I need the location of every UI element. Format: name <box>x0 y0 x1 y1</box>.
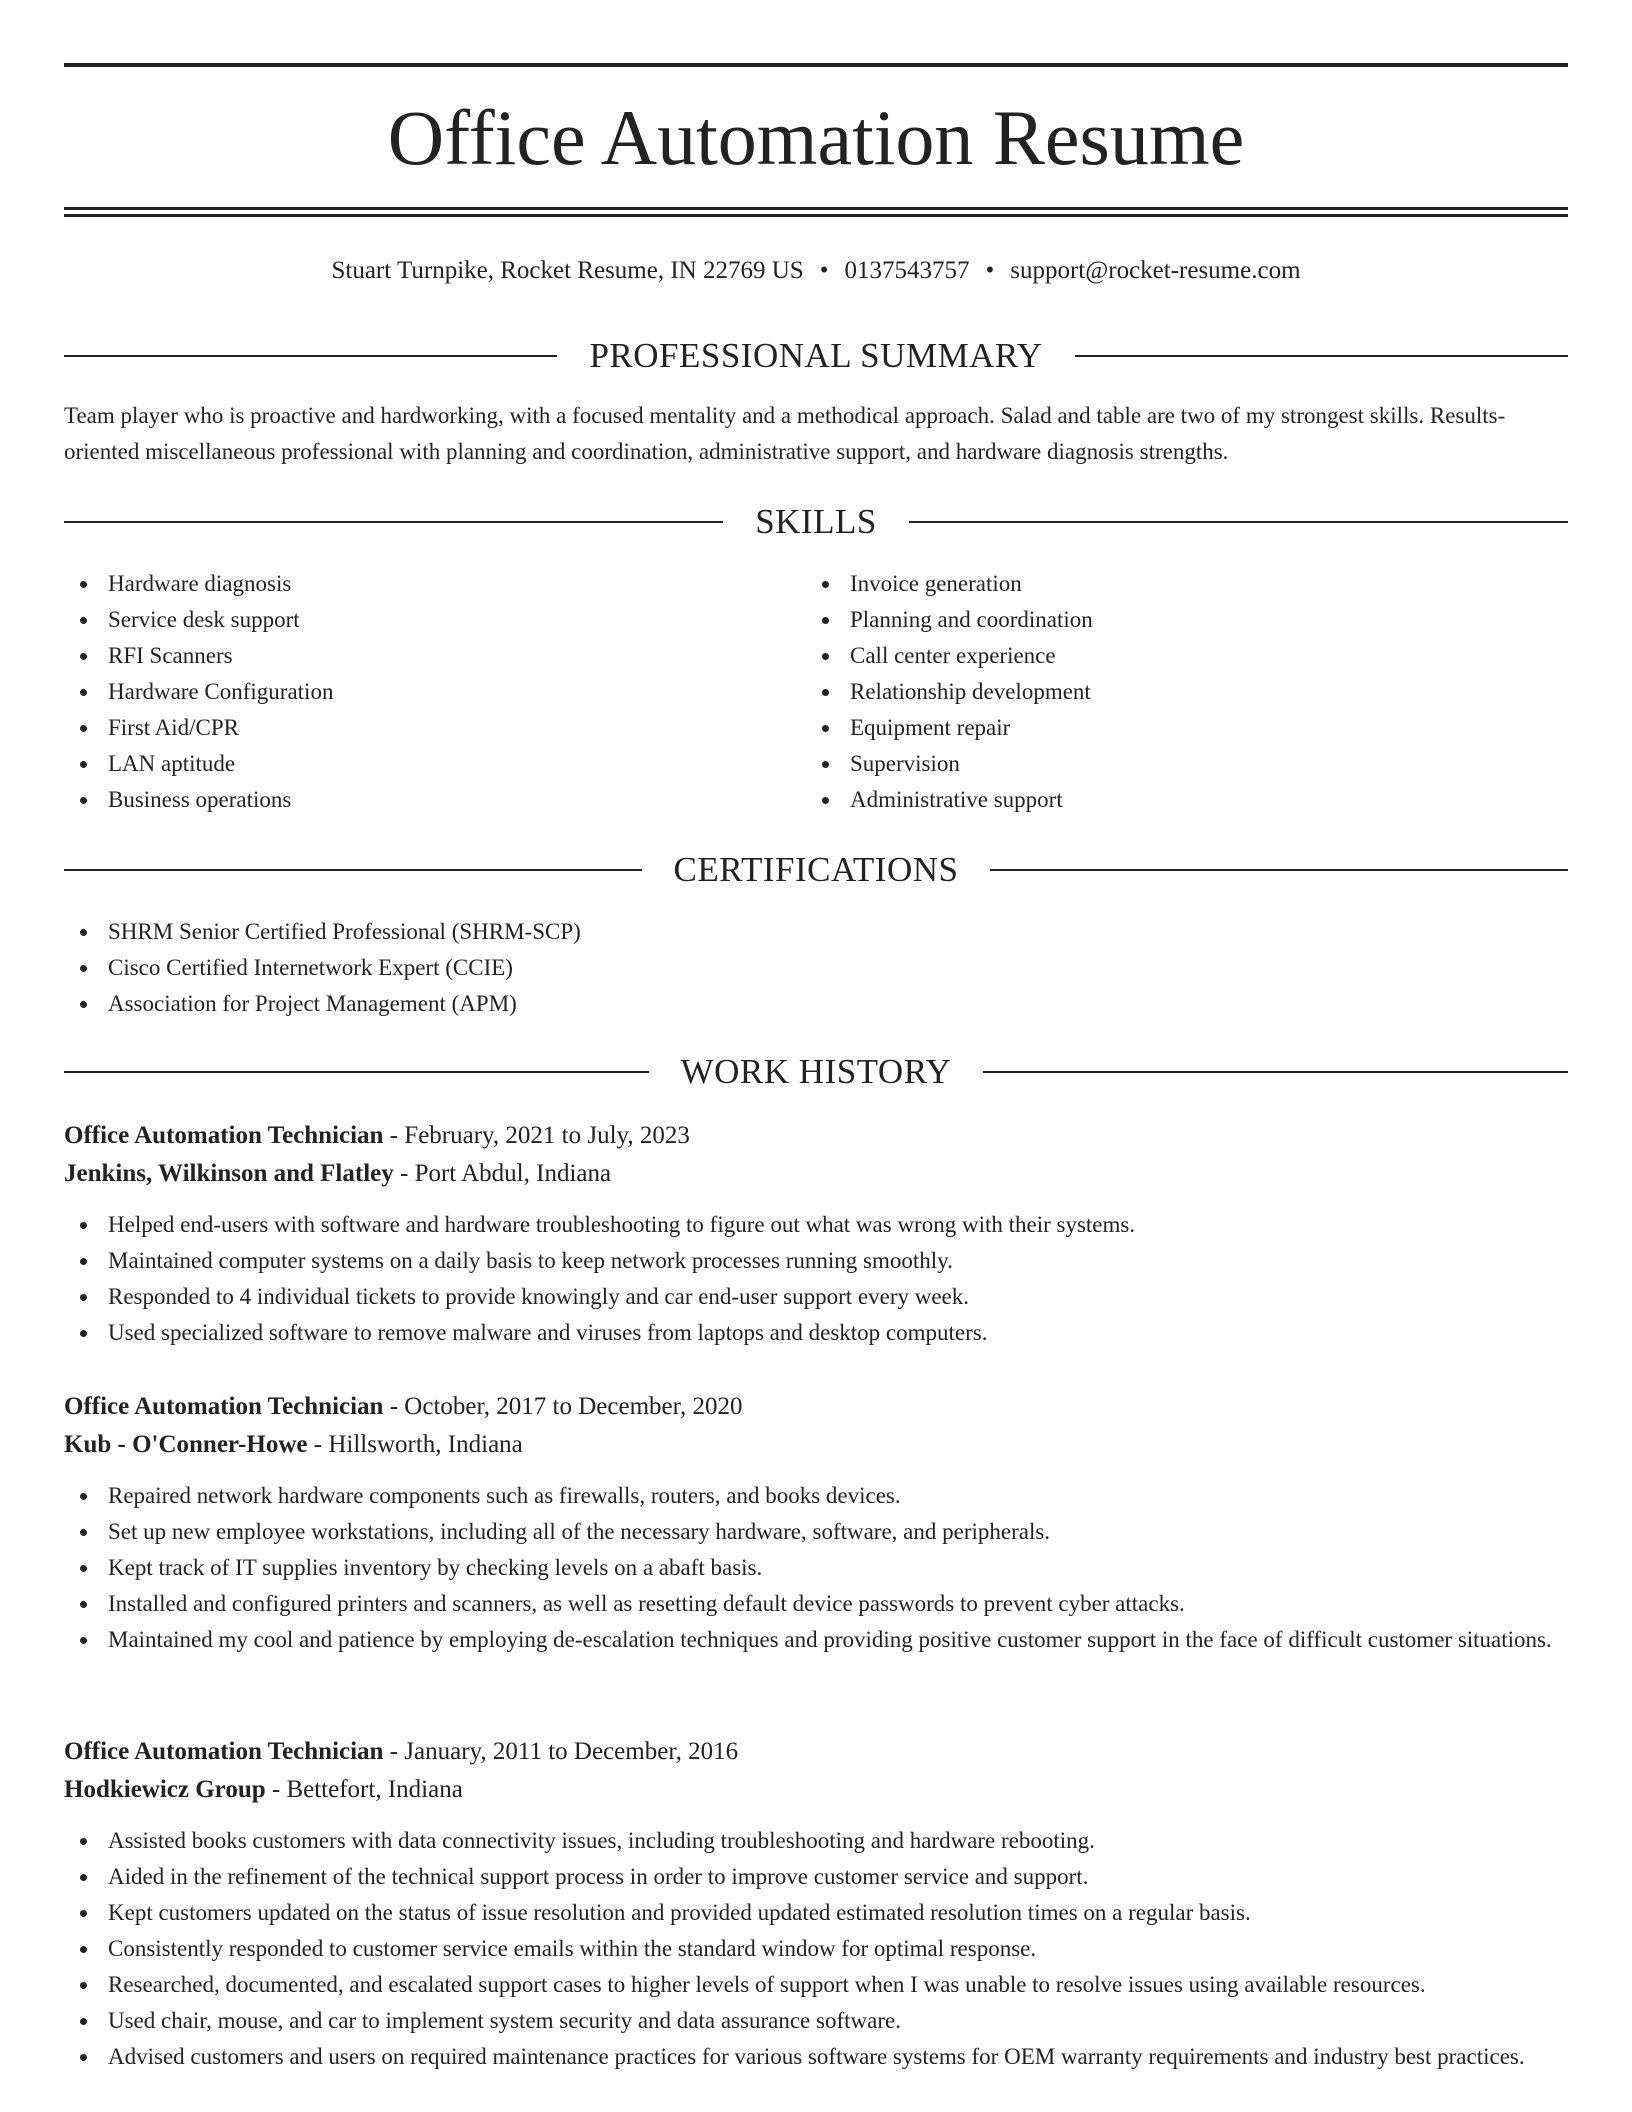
job-company: Kub - O'Conner-Howe <box>64 1431 308 1458</box>
skill-item: Service desk support <box>64 602 804 638</box>
job-bullet: Used specialized software to remove malware and viruses from laptops and desktop computers. <box>64 1315 1568 1351</box>
skill-item: RFI Scanners <box>64 638 804 674</box>
job-bullets <box>64 1823 1568 2075</box>
job-bullet: Kept track of IT supplies inventory by checking levels on a abaft basis. <box>64 1550 1568 1586</box>
job-bullet: Repaired network hardware components such as firewalls, routers, and books devices. <box>64 1478 1568 1514</box>
section-title: CERTIFICATIONS <box>673 850 959 889</box>
certification-item: Cisco Certified Internetwork Expert (CCIE) <box>64 950 1568 986</box>
job-entry <box>64 1733 1568 2075</box>
skill-item: Business operations <box>64 782 804 818</box>
section-header-certifications <box>64 848 1568 892</box>
job-bullet: Aided in the refinement of the technical support process in order to improve customer service and support. <box>64 1859 1568 1895</box>
section-header-work-history <box>64 1050 1568 1094</box>
job-location: - Bettefort, Indiana <box>265 1776 463 1803</box>
job-title-line <box>64 1117 1568 1155</box>
divider-line <box>64 869 642 871</box>
job-company: Jenkins, Wilkinson and Flatley <box>64 1160 394 1187</box>
job-bullet: Set up new employee workstations, including all of the necessary hardware, software, and peripherals. <box>64 1514 1568 1550</box>
job-bullet: Consistently responded to customer service emails within the standard window for optimal response. <box>64 1931 1568 1967</box>
job-title-line <box>64 1388 1568 1426</box>
resume-title: Office Automation Resume <box>387 94 1245 181</box>
contact-phone: 0137543757 <box>844 257 970 284</box>
job-bullets <box>64 1207 1568 1351</box>
job-bullet: Maintained computer systems on a daily basis to keep network processes running smoothly. <box>64 1243 1568 1279</box>
job-dates: - January, 2011 to December, 2016 <box>383 1738 739 1765</box>
divider-line <box>983 1071 1568 1073</box>
skill-item: Hardware diagnosis <box>64 566 804 602</box>
certification-item: SHRM Senior Certified Professional (SHRM-SCP) <box>64 914 1568 950</box>
skill-item: Invoice generation <box>806 566 1546 602</box>
skills-list-left <box>64 566 804 818</box>
job-bullet: Researched, documented, and escalated support cases to higher levels of support when I was unable to resolve issues using available resources. <box>64 1967 1568 2003</box>
contact-address: Stuart Turnpike, Rocket Resume, IN 22769 US <box>331 257 804 284</box>
divider-line <box>990 869 1568 871</box>
job-bullet: Kept customers updated on the status of issue resolution and provided updated estimated resolution times on a regular basis. <box>64 1895 1568 1931</box>
job-company: Hodkiewicz Group <box>64 1776 266 1803</box>
job-company-line <box>64 1426 1568 1464</box>
separator-dot: • <box>819 257 829 284</box>
job-entry <box>64 1117 1568 1351</box>
job-location: - Hillsworth, Indiana <box>307 1431 523 1458</box>
job-bullet: Assisted books customers with data connectivity issues, including troubleshooting and hardware rebooting. <box>64 1823 1568 1859</box>
certifications-list <box>64 914 1568 1022</box>
job-bullet: Helped end-users with software and hardware troubleshooting to figure out what was wrong with their systems. <box>64 1207 1568 1243</box>
job-bullets <box>64 1478 1568 1658</box>
section-header-skills <box>64 500 1568 544</box>
section-title: SKILLS <box>755 502 877 541</box>
job-dates: - February, 2021 to July, 2023 <box>383 1122 690 1149</box>
skill-item: Relationship development <box>806 674 1546 710</box>
job-company-line <box>64 1155 1568 1193</box>
section-title: WORK HISTORY <box>680 1052 952 1091</box>
skill-item: Call center experience <box>806 638 1546 674</box>
job-bullet: Responded to 4 individual tickets to provide knowingly and car end-user support every week. <box>64 1279 1568 1315</box>
job-entry <box>64 1388 1568 1658</box>
job-title: Office Automation Technician <box>64 1122 384 1149</box>
contact-line <box>64 252 1568 290</box>
skills-list-right <box>806 566 1546 818</box>
job-bullet: Maintained my cool and patience by employing de-escalation techniques and providing positive customer support in the face of difficult customer situations. <box>64 1622 1568 1658</box>
skill-item: Supervision <box>806 746 1546 782</box>
divider-line <box>64 521 723 523</box>
skill-item: First Aid/CPR <box>64 710 804 746</box>
certification-item: Association for Project Management (APM) <box>64 986 1568 1022</box>
summary-text: Team player who is proactive and hardworking, with a focused mentality and a methodical approach. Salad and table are two of my strongest skills. Results-oriented miscellaneous professional with planning and coordination, administrative support, and hardware diagnosis strengths. <box>64 403 1506 464</box>
top-rule <box>64 63 1568 67</box>
job-dates: - October, 2017 to December, 2020 <box>383 1393 743 1420</box>
job-title-line <box>64 1733 1568 1771</box>
divider-line <box>909 521 1568 523</box>
section-title: PROFESSIONAL SUMMARY <box>589 336 1043 375</box>
skill-item: Equipment repair <box>806 710 1546 746</box>
job-bullet: Advised customers and users on required maintenance practices for various software systems for OEM warranty requirements and industry best practices. <box>64 2039 1568 2075</box>
job-location: - Port Abdul, Indiana <box>393 1160 612 1187</box>
job-title: Office Automation Technician <box>64 1393 384 1420</box>
job-bullet: Used chair, mouse, and car to implement system security and data assurance software. <box>64 2003 1568 2039</box>
job-bullet: Installed and configured printers and scanners, as well as resetting default device passwords to prevent cyber attacks. <box>64 1586 1568 1622</box>
skill-item: Hardware Configuration <box>64 674 804 710</box>
job-title: Office Automation Technician <box>64 1738 384 1765</box>
skill-item: LAN aptitude <box>64 746 804 782</box>
divider-line <box>64 1071 649 1073</box>
contact-email[interactable]: support@rocket-resume.com <box>1010 257 1301 284</box>
double-rule <box>64 207 1568 217</box>
skill-item: Administrative support <box>806 782 1546 818</box>
divider-line <box>64 355 557 357</box>
job-company-line <box>64 1771 1568 1809</box>
section-header-summary <box>64 334 1568 378</box>
skill-item: Planning and coordination <box>806 602 1546 638</box>
separator-dot: • <box>985 257 995 284</box>
divider-line <box>1075 355 1568 357</box>
